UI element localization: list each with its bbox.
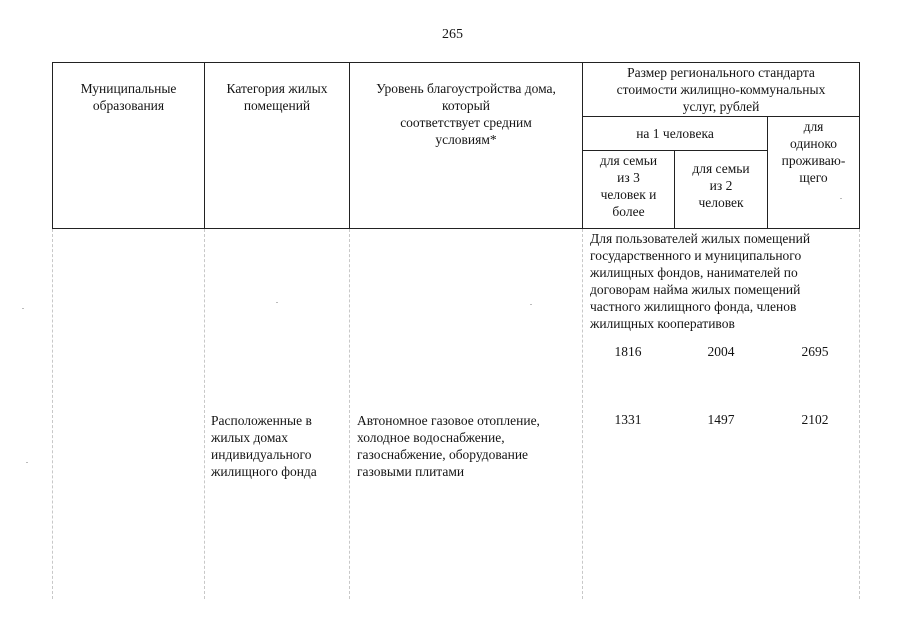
header-standard-size: Размер регионального стандарта стоимости жилищно-коммунальных услуг, рублей xyxy=(583,63,860,117)
header-family-2: для семьи из 2 человек xyxy=(675,151,768,229)
row1-family-2: 2004 xyxy=(707,344,735,359)
row2-category: Расположенные в жилых домах индивидуального жилищного фонда xyxy=(211,413,317,479)
section-note: Для пользователей жилых помещений государственного и муниципального жилищных фондов, нанимателей по договорам найма жилых помещений частного жилищного фонда, членов жилищных кооперативов xyxy=(590,231,811,331)
header-per-person: на 1 человека xyxy=(583,117,768,151)
page-number: 265 xyxy=(442,27,463,42)
scan-speck xyxy=(530,304,532,305)
faint-column-line xyxy=(52,229,53,599)
row2-single: 2102 xyxy=(801,412,829,427)
faint-column-line xyxy=(349,229,350,599)
header-housing-category: Категория жилых помещений xyxy=(205,63,350,229)
scan-speck xyxy=(26,462,28,463)
row1-single: 2695 xyxy=(801,344,829,359)
header-municipalities: Муниципальные образования xyxy=(53,63,205,229)
row2-family-2: 1497 xyxy=(707,412,735,427)
header-amenity-level: Уровень благоустройства дома, который соответствует средним условиям* xyxy=(350,63,583,229)
row2-family-3: 1331 xyxy=(614,412,642,427)
scan-speck xyxy=(22,308,24,309)
scan-speck xyxy=(276,302,278,303)
tariff-table-header xyxy=(52,62,860,229)
scan-speck xyxy=(840,198,842,199)
header-family-3: для семьи из 3 человек и более xyxy=(583,151,675,229)
faint-column-line xyxy=(204,229,205,599)
header-single-resident: для одиноко проживаю- щего xyxy=(768,117,860,229)
row1-family-3: 1816 xyxy=(614,344,642,359)
row2-amenity: Автономное газовое отопление, холодное водоснабжение, газоснабжение, оборудование газовыми плитами xyxy=(357,413,540,479)
